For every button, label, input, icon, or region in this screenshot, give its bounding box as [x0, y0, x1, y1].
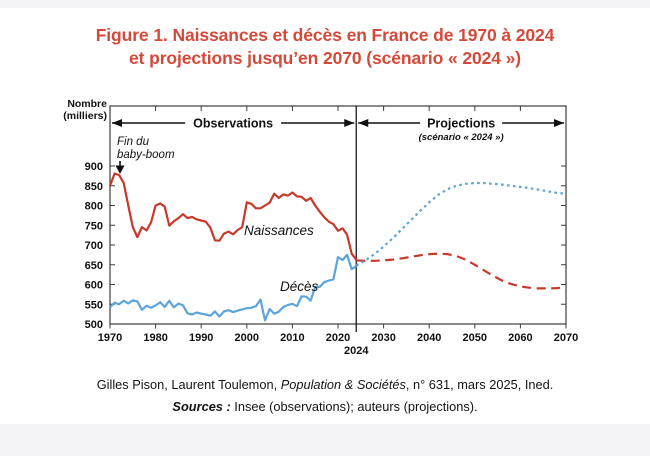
credit-authors: Gilles Pison, Laurent Toulemon,: [96, 377, 281, 392]
series-naissances-obs: [110, 174, 356, 260]
divider-label-2024: 2024: [343, 345, 369, 357]
x-tick-label: 1980: [143, 332, 168, 344]
x-tick-label: 2060: [508, 332, 533, 344]
x-tick-label: 1990: [188, 332, 214, 344]
babyboom-annotation: [116, 136, 175, 174]
y-tick-label: 850: [84, 180, 103, 193]
series-deces-obs: [110, 255, 356, 321]
y-axis-title: [63, 98, 107, 122]
sources-text: Insee (observations); auteurs (projections).: [230, 398, 478, 414]
figure-title-line1: Figure 1. Naissances et décès en France de 1970 à 2024: [95, 25, 555, 45]
projections-range: [358, 114, 564, 143]
babyboom-text-line2: baby-boom: [117, 149, 175, 161]
sources-label: Sources :: [172, 398, 231, 414]
credit-line: [0, 374, 650, 396]
sources-line: [0, 396, 650, 418]
y-tick-label: 900: [84, 161, 103, 173]
babyboom-arrow-icon: [116, 166, 125, 175]
figure-title-line2: et projections jusqu’en 2070 (scénario « 2024 »): [128, 48, 522, 69]
observations-range-label: Observations: [193, 116, 274, 131]
births-series-label: Naissances: [244, 223, 314, 238]
y-axis-title-line1: Nombre: [67, 98, 107, 110]
x-tick-label: 2050: [462, 332, 488, 344]
x-tick-label: 1970: [97, 332, 123, 344]
y-tick-label: 750: [84, 220, 103, 233]
projections-scenario-label: (scénario « 2024 »): [418, 132, 504, 143]
projections-range-label: Projections: [427, 116, 496, 131]
observations-range: [112, 114, 354, 131]
y-tick-label: 550: [84, 299, 103, 312]
credit-issue: , n° 631, mars 2025, Ined.: [405, 377, 554, 392]
x-tick-label: 2040: [416, 332, 442, 344]
y-tick-label: 500: [84, 319, 103, 331]
y-tick-label: 600: [84, 279, 103, 292]
deaths-series-label: Décès: [280, 279, 319, 294]
y-axis-title-line2: (milliers): [63, 110, 107, 122]
series-naissances-proj: [356, 254, 566, 289]
x-tick-label: 2000: [234, 332, 260, 344]
y-tick-label: 800: [84, 200, 103, 213]
figure-credit: [0, 374, 650, 418]
x-tick-label: 2070: [553, 332, 579, 344]
credit-journal: Population & Sociétés: [280, 377, 406, 392]
figure-card: [0, 8, 650, 424]
x-tick-label: 2010: [280, 332, 305, 344]
x-tick-label: 2030: [371, 332, 396, 344]
y-tick-label: 700: [84, 240, 103, 252]
series-deces-proj: [356, 183, 566, 266]
y-tick-label: 650: [84, 259, 103, 272]
x-tick-label: 2020: [325, 332, 351, 344]
babyboom-text-line1: Fin du: [117, 136, 149, 148]
